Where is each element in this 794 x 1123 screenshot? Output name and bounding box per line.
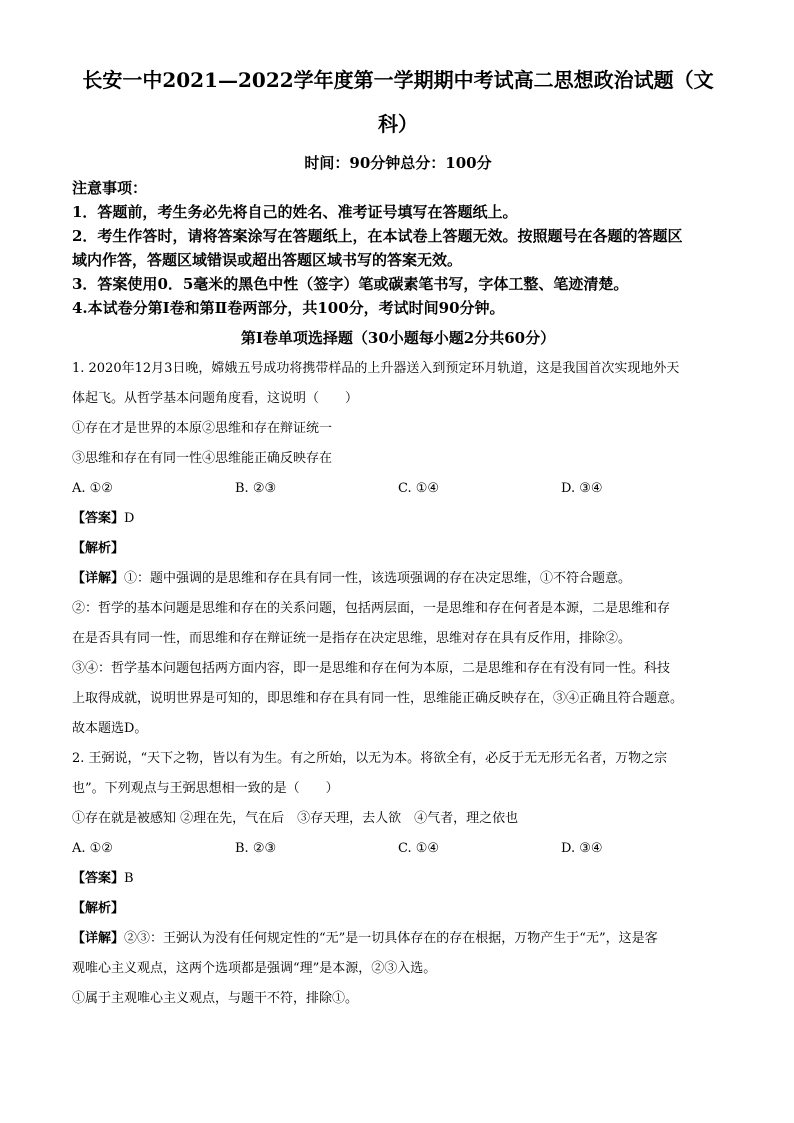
- exam-title-line-2: 科）: [378, 112, 418, 136]
- section-title: 第Ⅰ卷单项选择题（30小题每小题2分共60分）: [240, 329, 556, 347]
- q1-stem-line-1: 1. 2020年12月3日晚，嫦娥五号成功将携带样品的上升器送入到预定环月轨道，这是我国首次实现地外天: [72, 361, 680, 376]
- q1-analysis-tag: 【解析】: [72, 541, 125, 556]
- notice-heading: 注意事项：: [72, 179, 148, 197]
- q2-detail-3: ①属于主观唯心主义观点，与题干不符，排除①。: [72, 991, 359, 1006]
- q2-option-c: C. ①④: [398, 841, 440, 856]
- q1-option-d: D. ③④: [561, 481, 603, 496]
- q1-detail-5: 上取得成就，说明世界是可知的，即思维和存在具有同一性，思维能正确反映存在，③④正确且符合题意。: [72, 691, 684, 706]
- q2-analysis-tag: 【解析】: [72, 901, 125, 916]
- q2-option-b: B. ②③: [235, 841, 277, 856]
- notice-item-1: 1．答题前，考生务必先将自己的姓名、准考证号填写在答题纸上。: [72, 203, 518, 221]
- q2-detail-1: [72, 924, 724, 954]
- q2-answer: [72, 864, 724, 894]
- q1-statements-1: ①存在才是世界的本原②思维和存在辩证统一: [72, 421, 333, 436]
- q2-stem-line-2: 也”。下列观点与王弼思想相一致的是（ ）: [72, 781, 339, 796]
- q2-detail-tag: 【详解】: [72, 931, 125, 946]
- exam-page: [72, 58, 724, 1014]
- q2-detail-text-1: ②③：王弼认为没有任何规定性的“无”是一切具体存在的存在根据，万物产生于“无”，这是客: [124, 931, 658, 946]
- q2-answer-tag: 【答案】: [72, 871, 125, 886]
- q2-option-a: A. ①②: [72, 841, 113, 856]
- q1-option-c: C. ①④: [398, 481, 440, 496]
- q2-answer-value: B: [124, 871, 134, 886]
- q2-stem-line-1: 2. 王弼说，“天下之物，皆以有为生。有之所始，以无为本。将欲全有，必反于无无形无名者，万物之宗: [72, 751, 668, 766]
- exam-title-line-1: 长安一中2021—2022学年度第一学期期中考试高二思想政治试题（文: [82, 68, 714, 92]
- q1-detail-3: 在是否具有同一性，而思维和存在辩证统一是指存在决定思维，思维对存在具有反作用，排除②。: [72, 631, 632, 646]
- q2-option-d: D. ③④: [561, 841, 603, 856]
- q1-detail-4: ③④：哲学基本问题包括两方面内容，即一是思维和存在何为本原，二是思维和存在有没有同一性。科技: [72, 661, 671, 676]
- notice-item-2-cont: 域内作答，答题区域错误或超出答题区域书写的答案无效。: [72, 251, 463, 269]
- q1-answer-value: D: [124, 511, 135, 526]
- q1-stem-line-2: 体起飞。从哲学基本问题角度看，这说明（ ）: [72, 391, 359, 406]
- notice-item-3: 3．答案使用0．5毫米的黑色中性（签字）笔或碳素笔书写，字体工整、笔迹清楚。: [72, 275, 629, 293]
- q1-options: [72, 474, 724, 504]
- q1-detail-text-1: ①：题中强调的是思维和存在具有同一性，该选项强调的存在决定思维，①不符合题意。: [124, 571, 632, 586]
- q1-answer: [72, 504, 724, 534]
- q2-detail-2: 观唯心主义观点，这两个选项都是强调“理”是本源，②③入选。: [72, 961, 437, 976]
- q1-detail-6: 故本题选D。: [72, 721, 148, 736]
- q1-answer-tag: 【答案】: [72, 511, 125, 526]
- q1-detail-2: ②：哲学的基本问题是思维和存在的关系问题，包括两层面，一是思维和存在何者是本源，二是思维和存: [72, 601, 671, 616]
- q1-statements-2: ③思维和存在有同一性④思维能正确反映存在: [72, 451, 333, 466]
- q1-option-a: A. ①②: [72, 481, 113, 496]
- q1-detail-1: [72, 564, 724, 594]
- q2-options: [72, 834, 724, 864]
- q1-option-b: B. ②③: [235, 481, 277, 496]
- exam-time-score: 时间：90分钟总分：100分: [304, 154, 492, 172]
- q2-statements: ①存在就是被感知 ②理在先，气在后 ③存天理，去人欲 ④气者，理之依也: [72, 811, 519, 826]
- q1-detail-tag: 【详解】: [72, 571, 125, 586]
- notice-item-4: 4.本试卷分第Ⅰ卷和第Ⅱ卷两部分，共100分，考试时间90分钟。: [72, 299, 505, 317]
- notice-item-2: 2．考生作答时，请将答案涂写在答题纸上，在本试卷上答题无效。按照题号在各题的答题区: [72, 227, 683, 245]
